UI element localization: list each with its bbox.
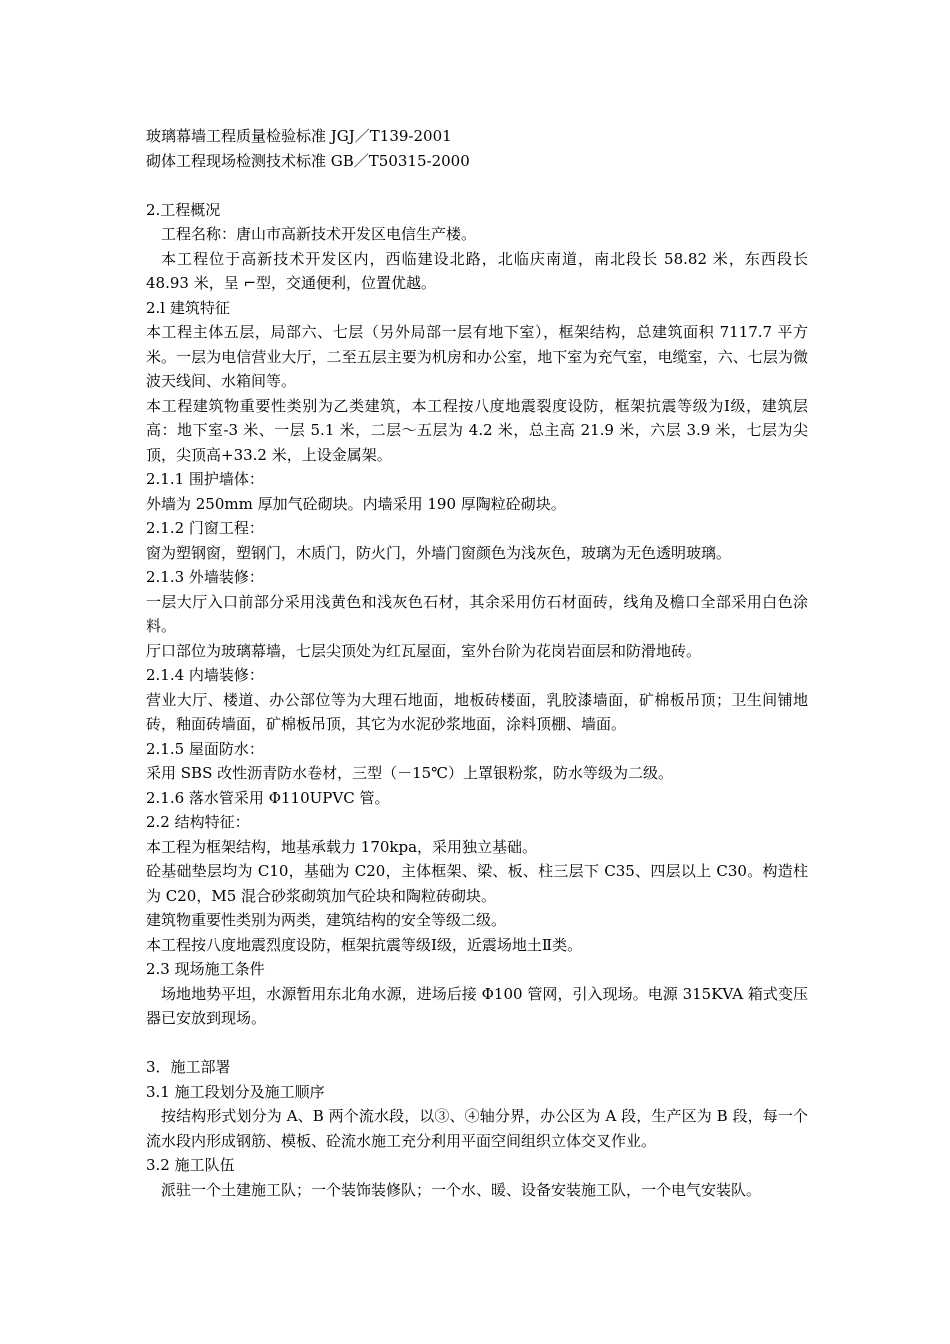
interior-finish-paragraph: 营业大厅、楼道、办公部位等为大理石地面，地板砖楼面，乳胶漆墙面，矿棉板吊顶；卫生间铺地砖，釉面砖墙面，矿棉板吊顶，其它为水泥砂浆地面，涂料顶棚、墙面。 (146, 690, 808, 733)
section-2-1-6-heading: 2.1.6 落水管采用 Φ110UPVC 管。 (146, 788, 390, 807)
section-3-heading: 3．施工部署 (146, 1058, 231, 1076)
section-2-1-5-heading: 2.1.5 屋面防水： (146, 739, 264, 758)
construction-teams-paragraph: 派驻一个土建施工队；一个装饰装修队；一个水、暖、设备安装施工队，一个电气安装队。 (161, 1180, 762, 1199)
section-2-heading: 2.工程概况 (146, 200, 221, 219)
section-2-1-heading: 2.l 建筑特征 (146, 298, 230, 317)
section-3-1-heading: 3.1 施工段划分及施工顺序 (146, 1082, 325, 1101)
structure-paragraph-2: 砼基础垫层均为 C10，基础为 C20，主体框架、梁、板、柱三层下 C35、四层以上 C30。构造柱为 C20，M5 混合砂浆砌筑加气砼块和陶粒砖砌块。 (146, 862, 808, 905)
project-name-paragraph: 工程名称：唐山市高新技术开发区电信生产楼。 (161, 225, 477, 243)
section-2-2-heading: 2.2 结构特征： (146, 813, 250, 831)
construction-sequence-paragraph: 按结构形式划分为 A、B 两个流水段，以③、④轴分界，办公区为 A 段，生产区为 B 段，每一个流水段内形成钢筋、模板、砼流水施工充分利用平面空间组织立体交叉作业。 (146, 1107, 808, 1150)
structure-paragraph-4: 本工程按八度地震烈度设防，框架抗震等级Ⅰ级，近震场地土Ⅱ类。 (146, 935, 583, 954)
section-2-1-4-heading: 2.1.4 内墙装修： (146, 666, 264, 684)
structure-paragraph-1: 本工程为框架结构，地基承载力 170kpa，采用独立基础。 (146, 837, 538, 856)
reference-standard-1: 玻璃幕墙工程质量检验标准 JGJ／T139-2001 (146, 127, 452, 145)
blank-line (146, 1031, 808, 1056)
roof-waterproof-paragraph: 采用 SBS 改性沥青防水卷材，三型（－15℃）上罩银粉浆，防水等级为二级。 (146, 764, 673, 782)
section-2-1-2-heading: 2.1.2 门窗工程： (146, 519, 264, 537)
enclosure-wall-paragraph: 外墙为 250mm 厚加气砼砌块。内墙采用 190 厚陶粒砼砌块。 (146, 494, 566, 513)
blank-line (146, 173, 808, 198)
exterior-finish-paragraph-1: 一层大厅入口前部分采用浅黄色和浅灰色石材，其余采用仿石材面砖，线角及檐口全部采用白色涂料。 (146, 592, 808, 635)
building-features-paragraph-1: 本工程主体五层，局部六、七层（另外局部一层有地下室），框架结构，总建筑面积 7117.7 平方米。一层为电信营业大厅，二至五层主要为机房和办公室，地下室为充气室，电缆室，六、七层为微波天线间、水箱间等。 (146, 323, 808, 390)
section-2-3-heading: 2.3 现场施工条件 (146, 960, 265, 978)
section-2-1-3-heading: 2.1.3 外墙装修： (146, 568, 264, 586)
project-location-paragraph: 本工程位于高新技术开发区内，西临建设北路，北临庆南道，南北段长 58.82 米，东西段长 48.93 米，呈 ⌐型，交通便利，位置优越。 (146, 249, 808, 292)
doors-windows-paragraph: 窗为塑钢窗，塑钢门，木质门，防火门，外墙门窗颜色为浅灰色，玻璃为无色透明玻璃。 (146, 543, 732, 562)
exterior-finish-paragraph-2: 厅口部位为玻璃幕墙，七层尖顶处为红瓦屋面，室外台阶为花岗岩面层和防滑地砖。 (146, 641, 702, 660)
site-conditions-paragraph: 场地地势平坦，水源暂用东北角水源，进场后接 Φ100 管网，引入现场。电源 315KVA 箱式变压器已安放到现场。 (146, 984, 808, 1027)
section-2-1-1-heading: 2.1.1 围护墙体： (146, 470, 264, 488)
structure-paragraph-3: 建筑物重要性类别为两类，建筑结构的安全等级二级。 (146, 911, 507, 929)
document-page (146, 124, 808, 1202)
building-features-paragraph-2: 本工程建筑物重要性类别为乙类建筑，本工程按八度地震裂度设防，框架抗震等级为Ⅰ级，建筑层高：地下室-3 米、一层 5.1 米，二层～五层为 4.2 米，总主高 21.9 米，六层 3.9 米，七层为尖顶，尖顶高+33.2 米，上设金属架。 (146, 396, 808, 464)
section-3-2-heading: 3.2 施工队伍 (146, 1156, 235, 1174)
reference-standard-2: 砌体工程现场检测技术标准 GB／T50315-2000 (146, 151, 470, 170)
